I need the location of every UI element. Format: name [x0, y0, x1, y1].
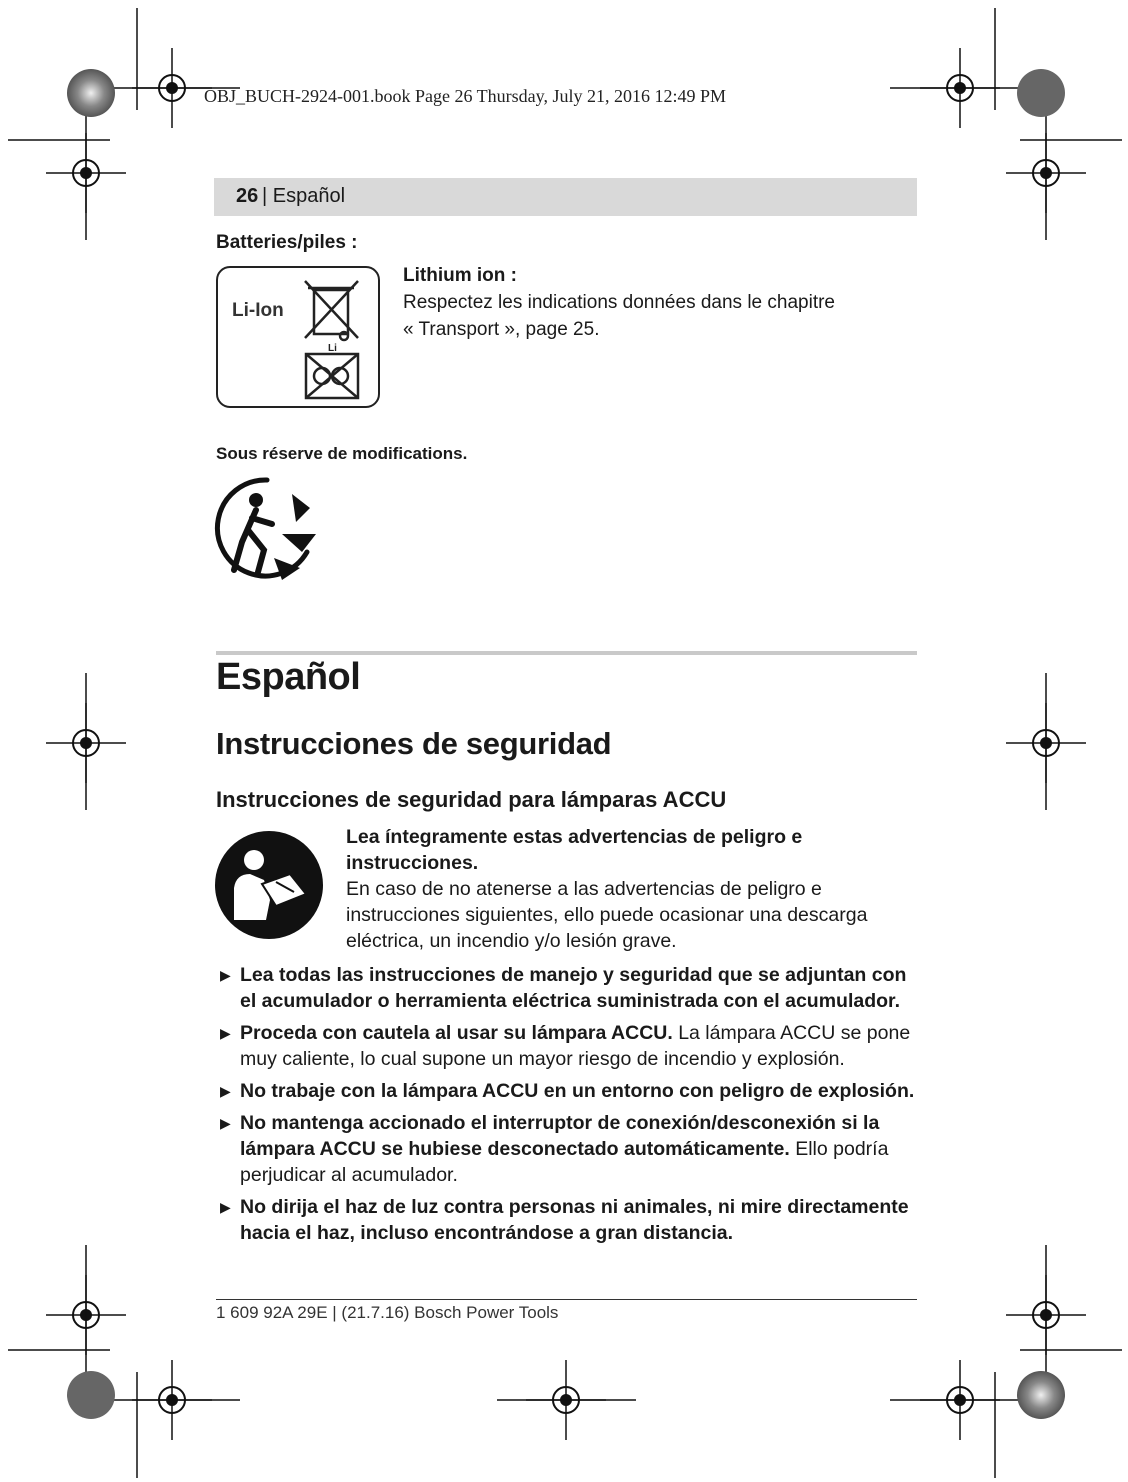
read-manual-icon: [214, 830, 324, 940]
bullet-text: Ello podría perjudicar al acumulador.: [240, 1138, 889, 1186]
bullet-bold: Lea todas las instrucciones de manejo y seguridad que se adjuntan con el acumulador o herramienta eléctrica suministrada con el acumulador.: [240, 964, 907, 1012]
li-sub-label: Li: [328, 343, 337, 354]
li-ion-label: Li-Ion: [232, 300, 284, 321]
section-title: Español: [216, 656, 361, 698]
footer-rule: [216, 1299, 917, 1300]
safety-bullet-list: [220, 962, 920, 1252]
bullet-bold: No dirija el haz de luz contra personas ni animales, ni mire directamente hacia el haz, incluso encontrándose a gran distancia.: [240, 1196, 909, 1244]
subsection-title: Instrucciones de seguridad para lámparas ACCU: [216, 787, 727, 812]
lithium-line-1: Respectez les indications données dans le chapitre: [403, 292, 835, 313]
page-section: | Español: [262, 185, 346, 207]
bullet-bold: Proceda con cautela al usar su lámpara ACCU.: [240, 1022, 673, 1044]
crossed-bin-icon: [300, 276, 370, 404]
modifications-notice: Sous réserve de modifications.: [216, 444, 468, 463]
batteries-title: Batteries/piles :: [216, 232, 358, 253]
lithium-heading: Lithium ion :: [403, 265, 517, 286]
list-item: ▶ No dirija el haz de luz contra personas ni animales, ni mire directamente hacia el haz, incluso encontrándose a gran distancia.: [220, 1196, 909, 1244]
list-item: ▶ No mantenga accionado el interruptor de conexión/desconexión si la lámpara ACCU se hubiese desconectado automáticamente. Ello podría perjudicar al acumulador.: [220, 1112, 889, 1186]
bullet-bold: No mantenga accionado el interruptor de conexión/desconexión si la lámpara ACCU se hubiese desconectado automáticamente.: [240, 1112, 880, 1160]
lithium-ion-note: [403, 262, 903, 343]
print-slug: OBJ_BUCH-2924-001.book Page 26 Thursday, July 21, 2016 12:49 PM: [204, 86, 727, 106]
page-number: 26: [236, 185, 259, 207]
footer-text: 1 609 92A 29E | (21.7.16) Bosch Power Tools: [216, 1303, 559, 1322]
warning-heading: Lea íntegramente estas advertencias de peligro e instrucciones.: [346, 826, 803, 874]
list-item: ▶ No trabaje con la lámpara ACCU en un entorno con peligro de explosión.: [220, 1080, 915, 1102]
bullet-bold: No trabaje con la lámpara ACCU en un entorno con peligro de explosión.: [240, 1080, 915, 1102]
subtitle: Instrucciones de seguridad: [216, 726, 612, 761]
bullet-text: La lámpara ACCU se pone muy caliente, lo cual supone un mayor riesgo de incendio y explosión.: [240, 1022, 911, 1070]
read-warnings-text: [346, 824, 916, 954]
page-header-bar: [214, 178, 917, 216]
warning-body: En caso de no atenerse a las advertencias de peligro e instrucciones siguientes, ello puede ocasionar una descarga eléctrica, un incendio y/o lesión grave.: [346, 878, 868, 952]
list-item: ▶ Proceda con cautela al usar su lámpara ACCU. La lámpara ACCU se pone muy caliente, lo cual supone un mayor riesgo de incendio y explosión.: [220, 1022, 911, 1070]
li-ion-disposal-icon: [216, 266, 380, 408]
list-item: ▶ Lea todas las instrucciones de manejo y seguridad que se adjuntan con el acumulador o herramienta eléctrica suministrada con el acumulador.: [220, 964, 907, 1012]
triman-recycling-icon: [212, 472, 327, 582]
lithium-line-2: « Transport », page 25.: [403, 319, 600, 340]
section-rule: [216, 651, 917, 655]
